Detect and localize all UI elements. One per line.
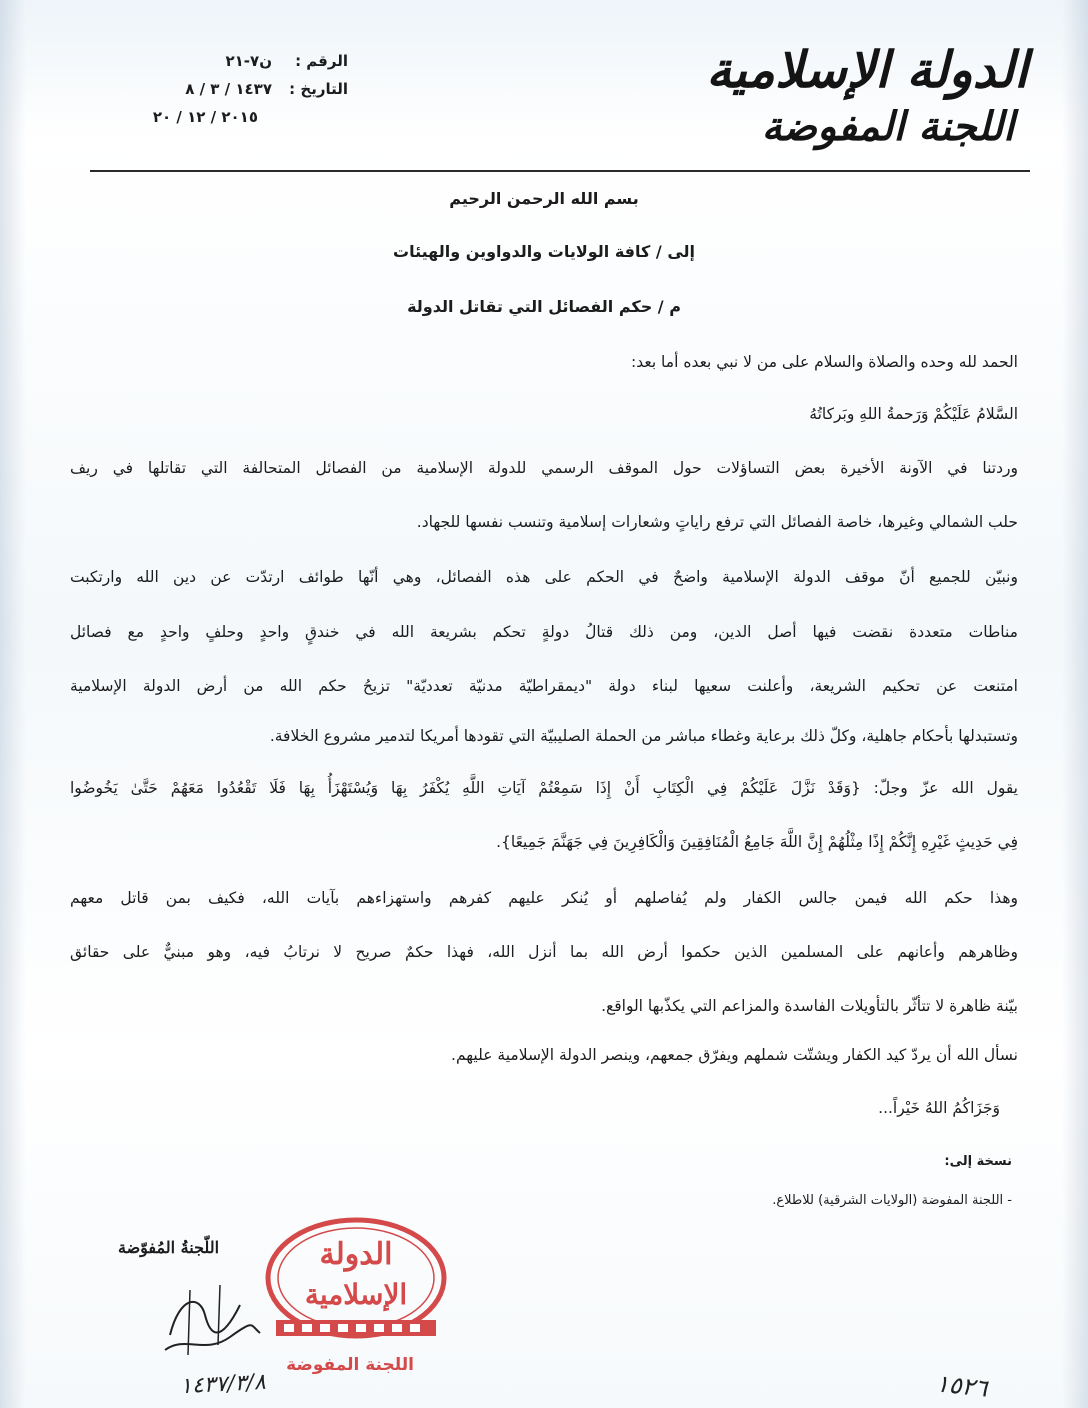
closing-line: وَجَزَاكُمُ اللهُ خَيْراً...	[878, 1099, 1000, 1117]
copy-to-item: - اللجنة المفوضة (الولايات الشرقية) للاطلاع.	[772, 1193, 1012, 1208]
recipients-line: إلى / كافة الولايات والدواوين والهيئات	[392, 242, 695, 261]
copy-to-label: نسخة إلى:	[944, 1154, 1012, 1169]
stamp-text-top: الدولة	[319, 1237, 393, 1272]
body-line: وردتنا في الآونة الأخيرة بعض التساؤلات حول الموقف الرسمي للدولة الإسلامية من الفصائل المتحالفة التي تقاتلها في ريف	[70, 459, 1018, 477]
logo-line-committee: اللجنة المفوضة	[761, 103, 1015, 150]
body-line: نسأل الله أن يردّ كيد الكفار ويشتّت شملهم ويفرّق جمعهم، وينصر الدولة الإسلامية عليهم.	[451, 1046, 1018, 1064]
body-line: حلب الشمالي وغيرها، خاصة الفصائل التي ترفع راياتٍ وشعارات إسلامية وتنسب نفسها للجهاد.	[416, 513, 1018, 531]
number-label: الرقم :	[295, 52, 348, 70]
body-line: وتستبدلها بأحكام جاهلية، وكلّ ذلك برعاية وغطاء مباشر من الحملة الصليبيّة التي تقودها أمريكا لتدمير مشروع الخلافة.	[269, 727, 1018, 745]
body-line: فِي حَدِيثٍ غَيْرِهِ إِنَّكُمْ إِذًا مِثْلُهُمْ إِنَّ اللَّهَ جَامِعُ الْمُنَافِقِينَ وَالْكَافِرِينَ فِي جَهَنَّمَ جَمِيعًا}.	[496, 833, 1018, 851]
body-line: السَّلامُ عَلَيْكُمْ وَرَحمةُ اللهِ وبَركاتُهُ	[809, 405, 1018, 423]
date-hijri-row	[118, 76, 348, 104]
scan-edge-left	[0, 0, 26, 1408]
subject-line: م / حكم الفصائل التي تقاتل الدولة	[407, 297, 681, 316]
body-line: امتنعت عن تحكيم الشريعة، وأعلنت سعيها لبناء دولة "ديمقراطيّة مدنيّة تعدديّة" تزيحُ حكم الله من أرض الدولة الإسلامية	[70, 677, 1018, 695]
body-line: يقول الله عزّ وجلّ: {وَقَدْ نَزَّلَ عَلَيْكُمْ فِي الْكِتَابِ أَنْ إِذَا سَمِعْتُمْ آيَاتِ اللَّهِ يُكْفَرُ بِهَا وَيُسْتَهْزَأُ بِهَا فَلَا تَقْعُدُوا مَعَهُمْ حَتَّىٰ يَخُوضُوا	[70, 779, 1018, 797]
official-stamp	[246, 1212, 466, 1362]
reference-number-row	[118, 48, 348, 76]
handwritten-date: ١٤٣٧/٣/٨	[179, 1369, 267, 1400]
header-divider	[90, 170, 1030, 172]
body-line: الحمد لله وحده والصلاة والسلام على من لا نبي بعده أما بعد:	[630, 353, 1018, 371]
signature-name: اللّجنةُ المُفوّضة	[118, 1238, 220, 1257]
letterhead-logo	[706, 40, 1028, 154]
basmala: بسم الله الرحمن الرحيم	[449, 189, 639, 208]
body-line: وهذا حكم الله فيمن جالس الكفار ولم يُفاصلهم أو يُنكر عليهم كفرهم واستهزاءهم بآيات الله، فكيف بمن قاتل معهم	[70, 889, 1018, 907]
number-value: ن٧-٢١	[225, 52, 272, 70]
body-line: وظاهرهم وأعانهم على المسلمين الذين حكموا أرض الله بما أنزل الله، فهذا حكمٌ صريح لا نرتابُ فيه، وهو مبنيٌّ على حقائق	[70, 943, 1018, 961]
date-hijri: ١٤٣٧ / ٣ / ٨	[185, 80, 272, 98]
logo-line-state: الدولة الإسلامية	[706, 40, 1028, 99]
stamp-text-mid: الإسلامية	[304, 1278, 408, 1311]
body-line: بيّنة ظاهرة لا تتأثّر بالتأويلات الفاسدة والمزاعم التي يكذّبها الواقع.	[601, 997, 1018, 1015]
reference-block	[118, 48, 348, 132]
scan-edge-right	[1062, 0, 1088, 1408]
date-gregorian: ٢٠١٥ / ١٢ / ٢٠	[152, 108, 258, 126]
handwritten-number: ١٥٢٦	[934, 1369, 989, 1403]
body-line: مناطات متعددة نقضت فيها أصل الدين، ومن ذلك قتالُ دولةٍ تحكم بشريعة الله في خندقٍ واحدٍ وحلفٍ واحدٍ مع فصائل	[70, 623, 1018, 641]
body-line: ونبيّن للجميع أنّ موقف الدولة الإسلامية واضحٌ في الحكم على هذه الفصائل، وهي أنّها طوائف ارتدّت عن دين الله وارتكبت	[70, 568, 1018, 586]
date-label: التاريخ :	[289, 80, 348, 98]
stamp-label: اللجنة المفوضة	[286, 1355, 414, 1375]
date-gregorian-row	[118, 104, 348, 132]
